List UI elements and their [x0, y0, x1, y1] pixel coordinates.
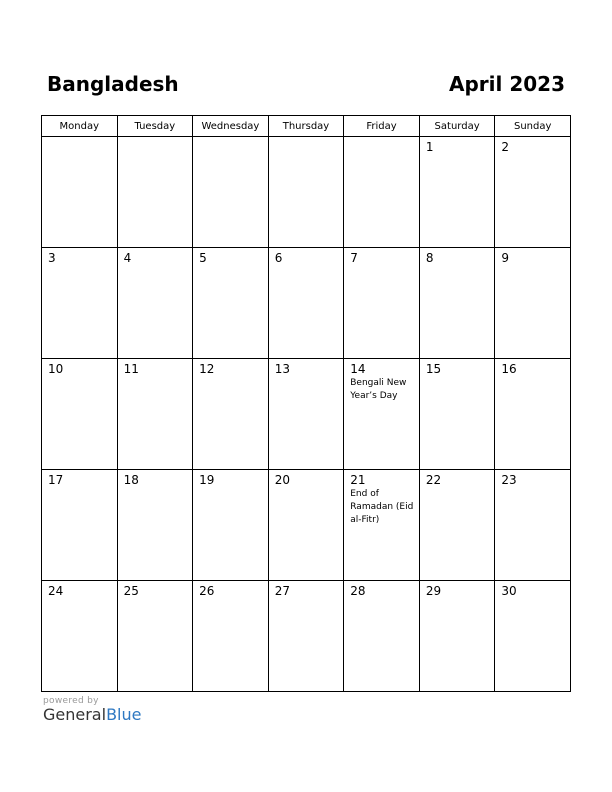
day-cell — [42, 248, 118, 359]
week-row — [42, 581, 571, 692]
day-number: 17 — [48, 473, 64, 487]
day-number: 28 — [350, 584, 366, 598]
weekday-header-row — [42, 116, 571, 137]
weekday-header: Monday — [42, 116, 118, 137]
weekday-header: Tuesday — [117, 116, 193, 137]
powered-by-text: powered by — [43, 696, 99, 706]
day-number: 2 — [501, 140, 510, 154]
day-number — [193, 137, 268, 140]
day-cell — [193, 248, 269, 359]
day-number: 5 — [199, 251, 207, 265]
day-cell — [117, 137, 193, 248]
day-cell — [117, 359, 193, 470]
day-number: 6 — [274, 251, 283, 265]
day-cell — [193, 470, 269, 581]
day-number: 10 — [48, 362, 64, 376]
day-number: 15 — [425, 362, 442, 376]
day-number: 13 — [274, 362, 290, 376]
day-cell — [344, 359, 420, 470]
day-number: 23 — [501, 473, 517, 487]
day-cell — [42, 137, 118, 248]
country-title: Bangladesh — [47, 72, 179, 96]
day-number: 1 — [425, 140, 434, 154]
month-year-title: April 2023 — [449, 72, 565, 96]
day-cell — [495, 359, 571, 470]
day-cell — [344, 581, 420, 692]
day-number: 21 — [350, 473, 366, 487]
brand-general-text: General — [43, 705, 107, 724]
brand-logo[interactable] — [43, 705, 141, 724]
day-cell — [344, 470, 420, 581]
day-cell — [495, 137, 571, 248]
day-number: 24 — [48, 584, 64, 598]
day-cell — [268, 137, 344, 248]
day-cell — [117, 470, 193, 581]
day-cell — [419, 470, 495, 581]
day-cell — [419, 137, 495, 248]
week-row — [42, 470, 571, 581]
day-cell — [268, 359, 344, 470]
weekday-header: Wednesday — [193, 116, 269, 137]
day-number: 3 — [48, 251, 56, 265]
day-number — [118, 137, 193, 140]
day-number: 12 — [199, 362, 215, 376]
day-number: 4 — [123, 251, 132, 265]
week-row — [42, 359, 571, 470]
day-number: 9 — [501, 251, 510, 265]
day-cell — [344, 248, 420, 359]
day-number — [344, 137, 419, 140]
day-cell — [495, 470, 571, 581]
week-row — [42, 248, 571, 359]
weekday-header: Saturday — [419, 116, 495, 137]
day-cell — [419, 248, 495, 359]
day-cell — [42, 470, 118, 581]
footer-branding — [43, 696, 141, 724]
weekday-header: Sunday — [495, 116, 571, 137]
day-number: 30 — [501, 584, 517, 598]
day-number: 25 — [123, 584, 139, 598]
weekday-header: Thursday — [268, 116, 344, 137]
day-number: 11 — [123, 362, 139, 376]
day-number: 14 — [350, 362, 366, 376]
day-cell — [268, 470, 344, 581]
holiday-label: Bengali New Year’s Day — [350, 378, 407, 401]
day-number — [269, 137, 344, 140]
calendar-grid — [41, 115, 571, 692]
day-number: 26 — [199, 584, 215, 598]
day-cell — [193, 581, 269, 692]
holiday-label: End of Ramadan (Eid al-Fitr) — [350, 489, 414, 525]
day-cell — [193, 359, 269, 470]
day-number: 18 — [123, 473, 139, 487]
day-number: 27 — [274, 584, 290, 598]
day-number: 7 — [350, 251, 358, 265]
day-cell — [268, 581, 344, 692]
day-number: 16 — [501, 362, 517, 376]
day-cell — [495, 248, 571, 359]
day-number: 29 — [425, 584, 442, 598]
brand-blue-text: Blue — [106, 705, 142, 724]
day-number: 19 — [199, 473, 215, 487]
day-number: 8 — [425, 251, 434, 265]
day-number: 20 — [274, 473, 290, 487]
day-cell — [193, 137, 269, 248]
weekday-header: Friday — [344, 116, 420, 137]
day-cell — [117, 248, 193, 359]
day-number — [42, 137, 117, 140]
day-cell — [117, 581, 193, 692]
day-cell — [42, 359, 118, 470]
day-cell — [42, 581, 118, 692]
day-cell — [495, 581, 571, 692]
day-cell — [268, 248, 344, 359]
day-number: 22 — [425, 473, 442, 487]
day-cell — [419, 359, 495, 470]
day-cell — [419, 581, 495, 692]
day-cell — [344, 137, 420, 248]
week-row — [42, 137, 571, 248]
